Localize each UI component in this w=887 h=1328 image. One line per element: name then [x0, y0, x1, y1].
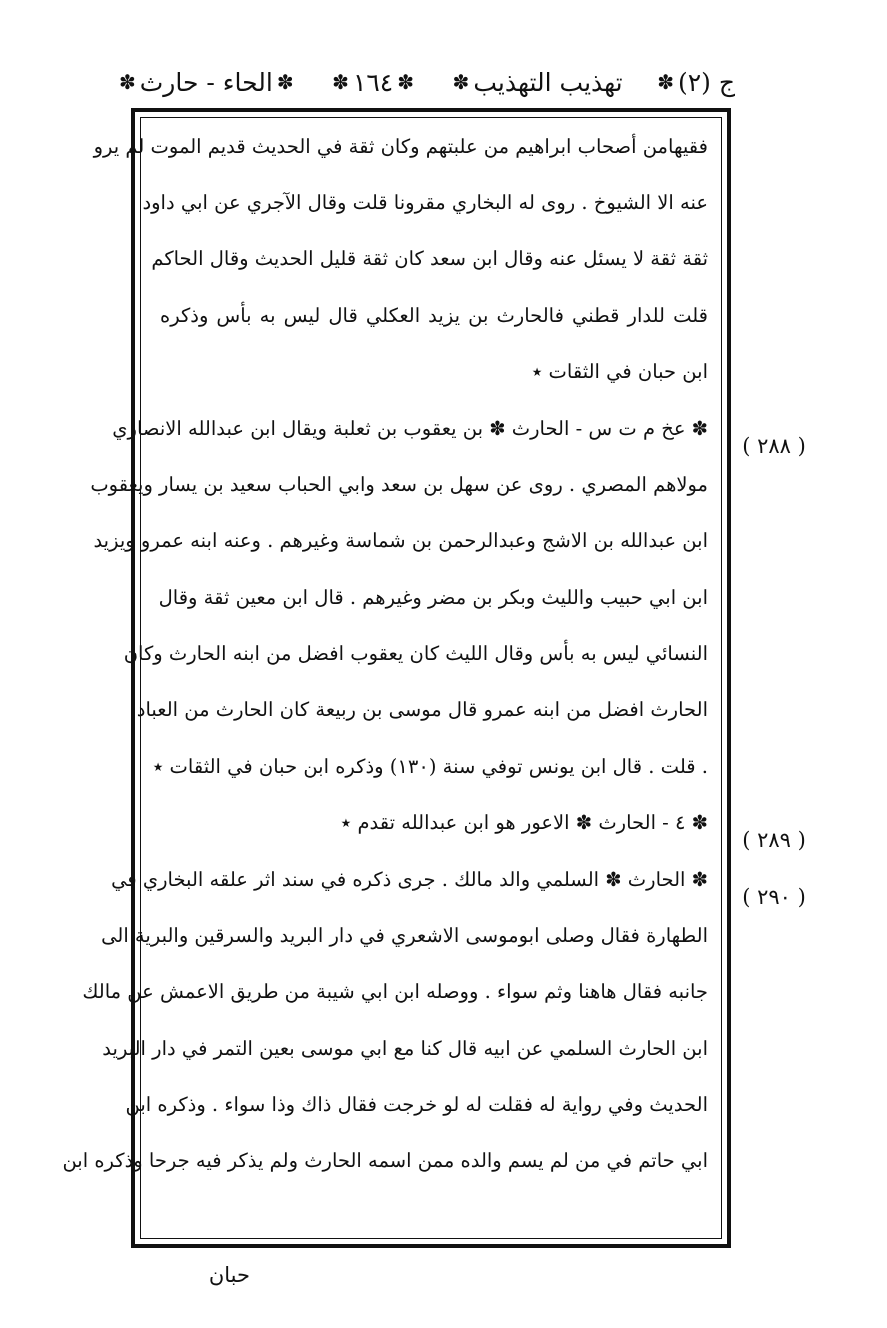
- header-page-number: [328, 68, 418, 97]
- ornament-star-icon: ✽: [119, 70, 136, 94]
- page-number: ١٦٤: [352, 67, 394, 97]
- running-header: [115, 62, 735, 102]
- text-line: ✽ عخ م ت س - الحارث ✽ بن يعقوب بن ثعلبة ويقال ابن عبدالله الانصاري: [112, 417, 708, 440]
- text-line: عنه الا الشيوخ . روى له البخاري مقرونا قلت وقال الآجري عن ابي داود: [142, 191, 708, 214]
- text-line: [152, 747, 708, 787]
- header-volume-label: ج (٢): [677, 67, 735, 97]
- catchword: حبان: [208, 1263, 250, 1287]
- ornament-star-icon: ✽: [452, 70, 470, 94]
- page-frame-inner: [62, 117, 722, 1239]
- text-line: ابن ابي حبيب والليث وبكر بن مضر وغيرهم . قال ابن معين ثقة وقال: [158, 586, 708, 609]
- text-line: [160, 352, 708, 392]
- text-line: الطهارة فقال وصلى ابوموسى الاشعري في دار البريد والسرقين والبرية الى: [101, 924, 708, 947]
- text-line-content: . قلت . قال ابن يونس توفي سنة (١٣٠) وذكره ابن حبان في الثقات: [169, 755, 708, 778]
- text-line: الحديث وفي رواية له فقلت له لو خرجت فقال ذاك وذا سواء . وذكره ابن: [125, 1093, 708, 1116]
- text-line: ✽ الحارث ✽ السلمي والد مالك . جرى ذكره في سند اثر علقه البخاري في: [111, 868, 708, 891]
- text-line: ابي حاتم في من لم يسم والده ممن اسمه الحارث ولم يذكر فيه جرحا وذكره ابن: [62, 1149, 708, 1172]
- text-line: جانبه فقال هاهنا وثم سواء . ووصله ابن ابي شيبة من طريق الاعمش عن مالك: [82, 980, 708, 1003]
- text-line-content: ✽ ٤ - الحارث ✽ الاعور هو ابن عبدالله تقدم: [357, 811, 708, 834]
- text-line: فقيهامن أصحاب ابراهيم من علبتهم وكان ثقة في الحديث قديم الموت لم يرو: [93, 135, 708, 158]
- text-line: قلت للدار قطني فالحارث بن يزيد العكلي قال ليس به بأس وذكره: [160, 304, 708, 327]
- end-mark-icon: ٭: [152, 755, 164, 778]
- text-line: مولاهم المصري . روى عن سهل بن سعد وابي الحباب سعيد بن يسار ويعقوب: [90, 473, 708, 496]
- book-title-label: تهذيب التهذيب: [473, 67, 623, 97]
- section-label: الحاء - حارث: [139, 67, 273, 97]
- text-line: ثقة ثقة لا يسئل عنه وقال ابن سعد كان ثقة قليل الحديث وقال الحاكم: [151, 247, 708, 270]
- end-mark-icon: ٭: [531, 360, 543, 383]
- text-line: ابن الحارث السلمي عن ابيه قال كنا مع ابي موسى بعين التمر في دار البريد: [102, 1037, 708, 1060]
- text-line-content: ابن حبان في الثقات: [548, 360, 708, 383]
- header-volume: [653, 68, 735, 97]
- text-line: النسائي ليس به بأس وقال الليث كان يعقوب افضل من ابنه الحارث وكان: [123, 642, 708, 665]
- ornament-star-icon: ✽: [332, 70, 349, 94]
- text-line: ابن عبدالله بن الاشج وعبدالرحمن بن شماسة وغيرهم . وعنه ابنه عمرو ويزيد: [93, 529, 708, 552]
- entry-number-288: ( ٢٨٨ ): [742, 434, 806, 458]
- end-mark-icon: ٭: [340, 811, 352, 834]
- header-section: [115, 68, 298, 97]
- ornament-star-icon: ✽: [657, 70, 674, 94]
- entry-number-289: ( ٢٨٩ ): [742, 828, 806, 852]
- text-line: الحارث افضل من ابنه عمرو قال موسى بن ربيعة كان الحارث من العباد: [136, 698, 708, 721]
- header-book-title: [449, 68, 623, 97]
- entry-number-290: ( ٢٩٠ ): [742, 885, 806, 909]
- ornament-star-icon: ✽: [276, 70, 294, 94]
- ornament-star-icon: ✽: [397, 70, 414, 94]
- text-line: [160, 803, 708, 843]
